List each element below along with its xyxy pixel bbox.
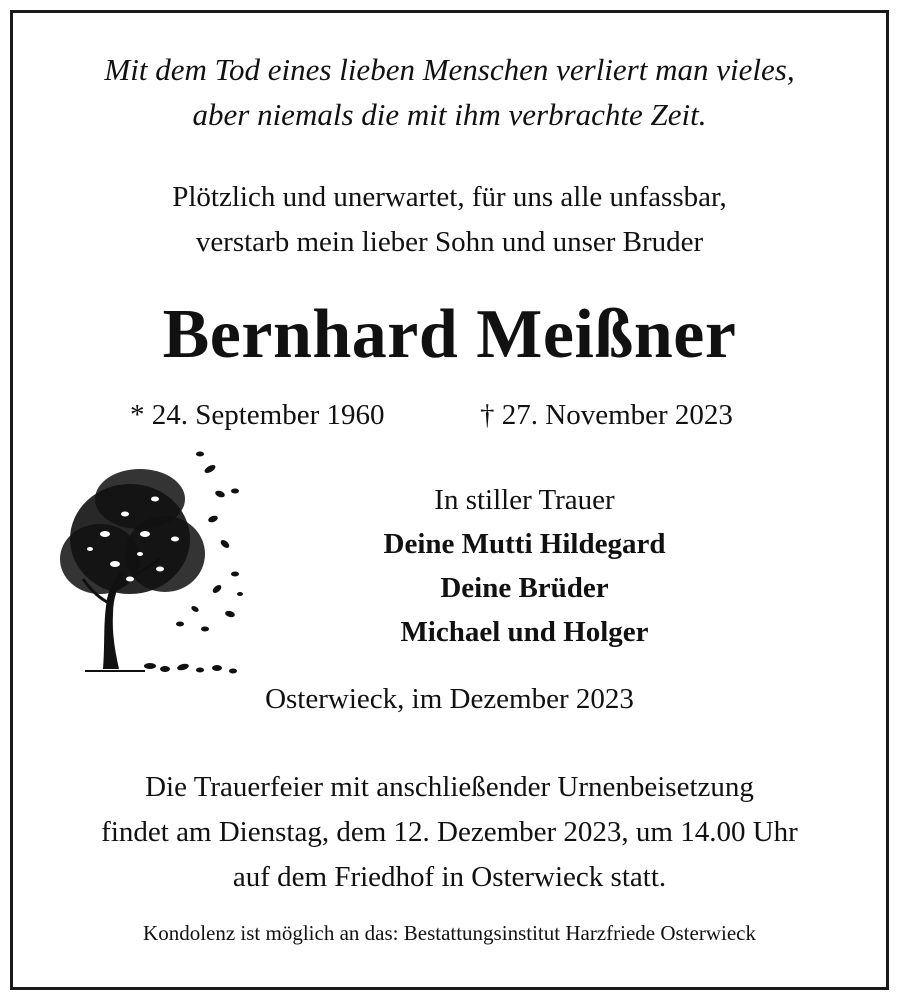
mourner-mother: Deine Mutti Hildegard <box>383 528 666 560</box>
service-line-3: auf dem Friedhof in Osterwieck statt. <box>232 861 667 893</box>
birth-date: * 24. September 1960 <box>130 399 385 431</box>
death-date: † 27. November 2023 <box>480 399 733 431</box>
motto-line-2: aber niemals die mit ihm verbrachte Zeit. <box>192 97 707 132</box>
intro-text <box>13 175 886 265</box>
motto <box>13 47 886 137</box>
service-line-2: findet am Dienstag, dem 12. Dezember 2023, um 14.00 Uhr <box>101 816 798 848</box>
mourner-brothers-label: Deine Brüder <box>440 572 609 604</box>
obituary-frame <box>10 10 889 990</box>
service-info <box>13 765 886 900</box>
motto-line-1: Mit dem Tod eines lieben Menschen verliert man vieles, <box>104 52 795 87</box>
intro-line-2: verstarb mein lieber Sohn und unser Bruder <box>195 226 704 258</box>
life-dates <box>13 395 886 435</box>
condolence-note: Kondolenz ist möglich an das: Bestattungsinstitut Harzfriede Osterwieck <box>143 921 756 945</box>
deceased-name: Bernhard Meißner <box>162 296 737 373</box>
mourner-brothers-names: Michael und Holger <box>400 616 649 648</box>
mourners-block <box>163 478 886 654</box>
intro-line-1: Plötzlich und unerwartet, für uns alle unfassbar, <box>172 181 727 213</box>
place-date: Osterwieck, im Dezember 2023 <box>265 683 634 715</box>
mourners-intro: In stiller Trauer <box>434 484 615 516</box>
service-line-1: Die Trauerfeier mit anschließender Urnenbeisetzung <box>145 771 754 803</box>
